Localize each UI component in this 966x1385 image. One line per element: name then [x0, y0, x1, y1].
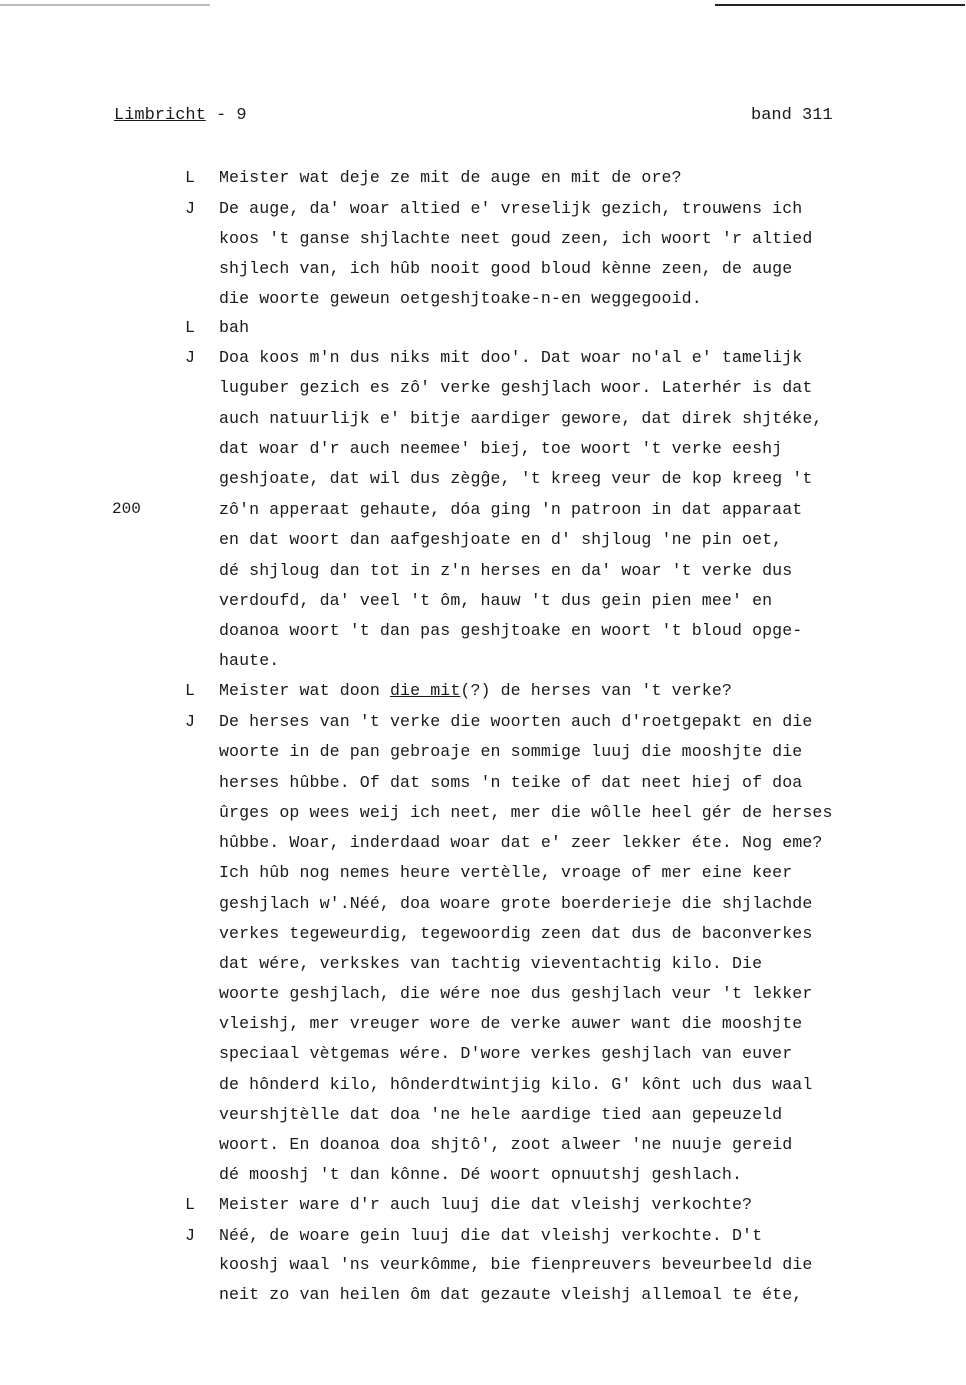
transcript-line — [219, 681, 732, 700]
transcript-line — [219, 378, 812, 397]
transcript-line — [219, 409, 822, 428]
transcript-line — [219, 651, 279, 670]
scan-artifact-right — [715, 4, 965, 6]
transcript-line — [219, 863, 792, 882]
speaker-label: L — [185, 168, 195, 187]
text-run: De auge, da' woar altied e' vreselijk gezich, trouwens ich — [219, 199, 803, 218]
text-run: (?) de herses van 't verke? — [460, 681, 732, 700]
speaker-label: J — [185, 1226, 195, 1245]
text-run: Doa koos m'n dus niks mit doo'. Dat woar no'al e' tamelijk — [219, 348, 803, 367]
text-run: Meister wat deje ze mit de auge en mit de ore? — [219, 168, 682, 187]
text-run: Meister wat doon — [219, 681, 390, 700]
transcript-line — [219, 561, 792, 580]
transcript-line — [219, 199, 802, 218]
text-run: Néé, de woare gein luuj die dat vleishj verkochte. D't — [219, 1226, 763, 1245]
text-run: shjlech van, ich hûb nooit good bloud kènne zeen, de auge — [219, 259, 793, 278]
text-run: Meister ware d'r auch luuj die dat vleishj verkochte? — [219, 1195, 753, 1214]
place-name: Limbricht — [114, 106, 206, 125]
transcript-line — [219, 833, 822, 852]
transcript-line — [219, 530, 782, 549]
text-run: doanoa woort 't dan pas geshjtoake en woort 't bloud opge- — [219, 621, 803, 640]
text-run: geshjlach w'.Néé, doa woare grote boerderieje die shjlachde — [219, 894, 813, 913]
text-run: woorte in de pan gebroaje en sommige luuj die mooshjte die — [219, 742, 803, 761]
scan-artifact-left — [0, 4, 210, 6]
margin-line-number: 200 — [112, 500, 141, 518]
text-run: speciaal vètgemas wére. D'wore verkes geshjlach van euver — [219, 1044, 793, 1063]
text-run: en dat woort dan aafgeshjoate en d' shjloug 'ne pin oet, — [219, 530, 783, 549]
speaker-label: L — [185, 681, 195, 700]
speaker-label: J — [185, 712, 195, 731]
transcript-line — [219, 803, 833, 822]
text-run: verdoufd, da' veel 't ôm, hauw 't dus gein pien mee' en — [219, 591, 773, 610]
page-number: - 9 — [205, 106, 247, 125]
transcript-line — [219, 742, 802, 761]
transcript-line — [219, 773, 802, 792]
text-run: woorte geshjlach, die wére noe dus geshjlach veur 't lekker — [219, 984, 813, 1003]
text-run: herses hûbbe. Of dat soms 'n teike of dat neet hiej of doa — [219, 773, 803, 792]
page-header-title — [114, 106, 247, 125]
transcript-line — [219, 1105, 782, 1124]
transcript-line — [219, 712, 812, 731]
text-run: die woorte geweun oetgeshjtoake-n-en weggegooid. — [219, 289, 702, 308]
text-run: bah — [219, 318, 250, 337]
transcript-line — [219, 954, 762, 973]
transcript-line — [219, 348, 802, 367]
text-run: kooshj waal 'ns veurkômme, bie fienpreuvers beveurbeeld die — [219, 1255, 813, 1274]
text-run: luguber gezich es zô' verke geshjlach woor. Laterhér is dat — [219, 378, 813, 397]
text-run: dé mooshj 't dan kônne. Dé woort opnuutshj geshlach. — [219, 1165, 743, 1184]
text-run: woort. En doanoa doa shjtô', zoot alweer 'ne nuuje gereid — [219, 1135, 793, 1154]
text-run: hûbbe. Woar, inderdaad woar dat e' zeer lekker éte. Nog eme? — [219, 833, 823, 852]
text-run: ûrges op wees weij ich neet, mer die wôlle heel gér de herses — [219, 803, 833, 822]
transcript-line — [219, 289, 702, 308]
transcript-line — [219, 591, 772, 610]
transcript-line — [219, 1135, 792, 1154]
transcript-line — [219, 229, 812, 248]
transcript-line — [219, 1044, 792, 1063]
transcript-line — [219, 1165, 742, 1184]
text-run: geshjoate, dat wil dus zègĝe, 't kreeg veur de kop kreeg 't — [219, 469, 813, 488]
transcript-line — [219, 984, 812, 1003]
tape-label: band 311 — [751, 106, 833, 125]
text-run: de hônderd kilo, hônderdtwintjig kilo. G' kônt uch dus waal — [219, 1075, 813, 1094]
text-run: neit zo van heilen ôm dat gezaute vleishj allemoal te éte, — [219, 1285, 803, 1304]
text-run: verkes tegeweurdig, tegewoordig zeen dat dus de baconverkes — [219, 924, 813, 943]
text-run: auch natuurlijk e' bitje aardiger gewore, dat direk shjtéke, — [219, 409, 823, 428]
text-run: haute. — [219, 651, 280, 670]
transcript-line — [219, 1014, 802, 1033]
speaker-label: J — [185, 199, 195, 218]
transcript-line — [219, 1075, 812, 1094]
transcript-line — [219, 1195, 752, 1214]
underlined-text: die mit — [389, 681, 461, 700]
text-run: dat wére, verkskes van tachtig vieventachtig kilo. Die — [219, 954, 763, 973]
speaker-label: L — [185, 1195, 195, 1214]
transcript-line — [219, 318, 249, 337]
text-run: zô'n apperaat gehaute, dóa ging 'n patroon in dat apparaat — [219, 500, 803, 519]
transcript-line — [219, 1226, 762, 1245]
transcript-line — [219, 924, 812, 943]
speaker-label: L — [185, 318, 195, 337]
transcript-line — [219, 469, 812, 488]
text-run: De herses van 't verke die woorten auch d'roetgepakt en die — [219, 712, 813, 731]
transcript-line — [219, 894, 812, 913]
transcript-line — [219, 500, 802, 519]
transcript-line — [219, 439, 782, 458]
transcript-line — [219, 621, 802, 640]
text-run: dé shjloug dan tot in z'n herses en da' woar 't verke dus — [219, 561, 793, 580]
text-run: veurshjtèlle dat doa 'ne hele aardige tied aan gepeuzeld — [219, 1105, 783, 1124]
text-run: Ich hûb nog nemes heure vertèlle, vroage of mer eine keer — [219, 863, 793, 882]
transcript-line — [219, 1285, 802, 1304]
text-run: vleishj, mer vreuger wore de verke auwer want die mooshjte — [219, 1014, 803, 1033]
text-run: dat woar d'r auch neemee' biej, toe woort 't verke eeshj — [219, 439, 783, 458]
transcript-line — [219, 1255, 812, 1274]
text-run: koos 't ganse shjlachte neet goud zeen, ich woort 'r altied — [219, 229, 813, 248]
speaker-label: J — [185, 348, 195, 367]
transcript-line — [219, 259, 792, 278]
transcript-line — [219, 168, 682, 187]
